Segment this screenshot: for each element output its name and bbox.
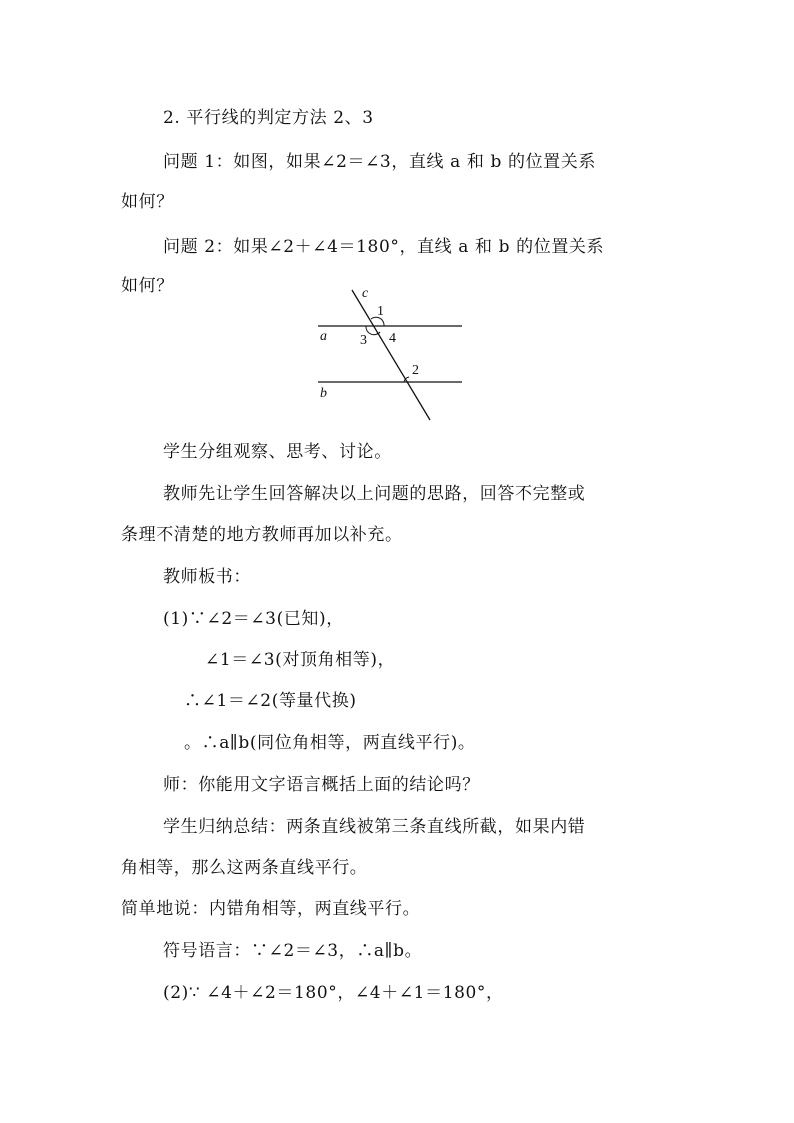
paragraph-teacher-line-1: 教师先让学生回答解决以上问题的思路，回答不完整或 bbox=[163, 484, 586, 504]
paragraph-teacher-line-2: 条理不清楚的地方教师再加以补充。 bbox=[121, 525, 403, 545]
question-1-line-1: 问题 1：如图，如果∠2＝∠3，直线 a 和 b 的位置关系 bbox=[163, 152, 596, 172]
angle-3-4-arc bbox=[366, 326, 380, 335]
label-a: a bbox=[320, 329, 327, 344]
label-1: 1 bbox=[377, 304, 384, 319]
paragraph-summary-line-1: 学生归纳总结：两条直线被第三条直线所截，如果内错 bbox=[163, 817, 586, 837]
proof-1-step-1: (1)∵∠2＝∠3(已知)， bbox=[163, 609, 344, 629]
paragraph-teacher-question: 师：你能用文字语言概括上面的结论吗？ bbox=[163, 775, 480, 795]
parallel-lines-figure bbox=[310, 282, 470, 422]
paragraph-board: 教师板书： bbox=[163, 567, 251, 587]
label-4: 4 bbox=[389, 331, 396, 346]
label-b: b bbox=[320, 386, 327, 401]
proof-1-step-3: ∴∠1＝∠2(等量代换) bbox=[184, 691, 357, 711]
label-c: c bbox=[362, 286, 369, 301]
paragraph-simple-statement: 简单地说：内错角相等，两直线平行。 bbox=[121, 899, 421, 919]
transversal-c bbox=[352, 290, 430, 420]
question-2-line-1: 问题 2：如果∠2＋∠4＝180°，直线 a 和 b 的位置关系 bbox=[163, 237, 605, 257]
proof-1-step-4: 。∴a∥b(同位角相等，两直线平行)。 bbox=[184, 733, 476, 753]
question-2-line-2: 如何？ bbox=[121, 276, 174, 296]
paragraph-group-discussion: 学生分组观察、思考、讨论。 bbox=[163, 442, 392, 462]
paragraph-symbolic: 符号语言：∵∠2＝∠3，∴a∥b。 bbox=[163, 941, 423, 961]
heading: 2. 平行线的判定方法 2、3 bbox=[163, 108, 374, 128]
label-2: 2 bbox=[412, 363, 419, 378]
proof-2-step-1: (2)∵ ∠4＋∠2＝180°，∠4＋∠1＝180°， bbox=[163, 983, 504, 1003]
label-3: 3 bbox=[360, 333, 367, 348]
proof-1-step-2: ∠1＝∠3(对顶角相等)， bbox=[205, 650, 396, 670]
paragraph-summary-line-2: 角相等，那么这两条直线平行。 bbox=[121, 858, 368, 878]
question-1-line-2: 如何？ bbox=[121, 192, 174, 212]
